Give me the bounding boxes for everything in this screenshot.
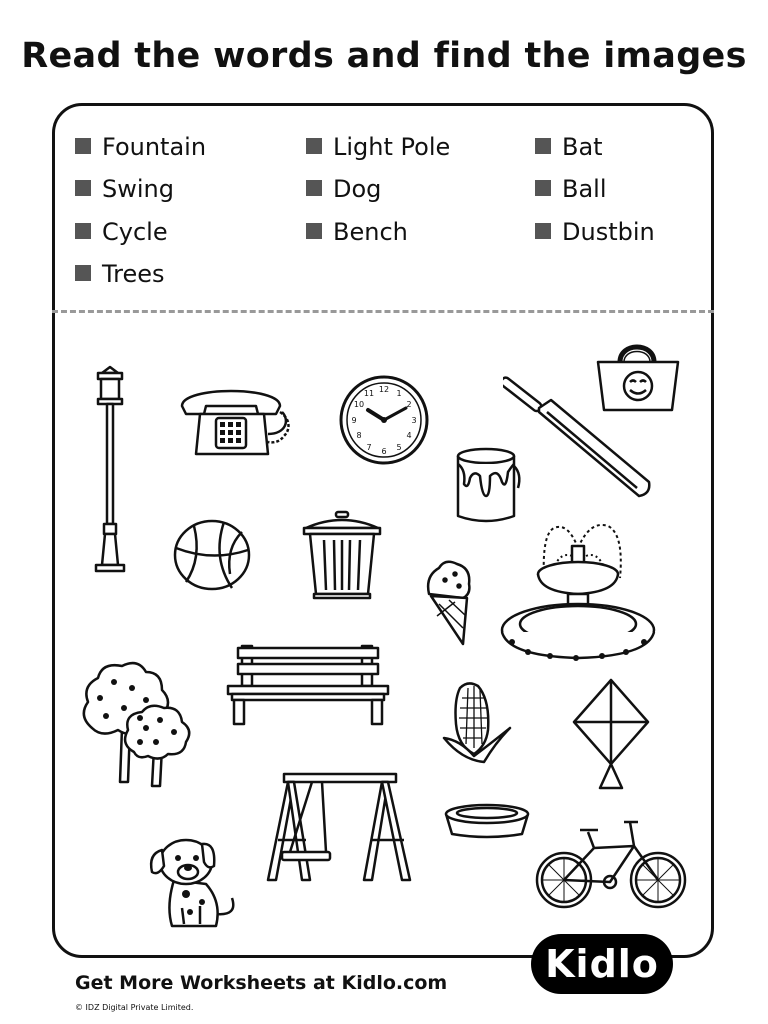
word-item-ball (535, 174, 607, 204)
word-item-bat (535, 132, 603, 162)
fountain-icon (498, 518, 660, 666)
word-label: Light Pole (333, 133, 451, 161)
bench-icon (226, 644, 390, 726)
bullet-square-icon (306, 180, 322, 196)
clock-number: 11 (363, 389, 375, 398)
clock-number: 8 (356, 431, 362, 440)
bag-icon (594, 340, 682, 414)
clock-number: 6 (381, 447, 387, 456)
light-pole-icon (88, 365, 132, 575)
telephone-icon (178, 380, 298, 462)
word-label: Bat (562, 133, 603, 161)
kite-icon (570, 676, 652, 792)
word-item-swing (75, 174, 174, 204)
clock-number: 7 (366, 443, 372, 452)
pet-bowl-icon (442, 800, 532, 840)
footer-text[interactable]: Get More Worksheets at Kidlo.com (75, 972, 448, 994)
word-item-light-pole (306, 132, 450, 162)
bullet-square-icon (535, 223, 551, 239)
word-item-fountain (75, 132, 206, 162)
kidlo-logo[interactable]: Kidlo (531, 934, 673, 994)
page-title: Read the words and find the images (21, 36, 747, 76)
trees-icon (80, 658, 194, 792)
bullet-square-icon (535, 138, 551, 154)
bullet-square-icon (535, 180, 551, 196)
bullet-square-icon (75, 138, 91, 154)
word-item-dog (306, 174, 381, 204)
word-label: Trees (102, 260, 165, 288)
word-label: Dustbin (562, 218, 655, 246)
word-item-dustbin (535, 217, 655, 247)
clock-number: 4 (406, 431, 412, 440)
swing-icon (264, 770, 414, 884)
copyright-text: © IDZ Digital Private Limited. (75, 1003, 194, 1012)
bullet-square-icon (306, 223, 322, 239)
clock-number: 12 (378, 385, 390, 394)
basketball-icon (172, 518, 252, 592)
word-item-cycle (75, 217, 168, 247)
clock-number: 5 (396, 443, 402, 452)
word-label: Swing (102, 175, 174, 203)
clock-number: 10 (353, 400, 365, 409)
paint-bucket-icon (452, 444, 524, 526)
word-item-bench (306, 217, 408, 247)
word-label: Ball (562, 175, 607, 203)
clock-number: 9 (351, 416, 357, 425)
clock-number: 2 (406, 400, 412, 409)
word-item-trees (75, 259, 165, 289)
clock-icon (338, 374, 430, 466)
word-label: Bench (333, 218, 408, 246)
word-label: Cycle (102, 218, 168, 246)
clock-number: 1 (396, 389, 402, 398)
corn-icon (440, 680, 514, 764)
bullet-square-icon (75, 180, 91, 196)
bullet-square-icon (306, 138, 322, 154)
dog-icon (146, 832, 240, 932)
ice-cream-icon (425, 558, 475, 648)
bullet-square-icon (75, 265, 91, 281)
word-label: Dog (333, 175, 382, 203)
dashed-divider (52, 310, 714, 313)
bicycle-icon (534, 816, 688, 912)
clock-number: 3 (411, 416, 417, 425)
bullet-square-icon (75, 223, 91, 239)
dustbin-icon (300, 510, 384, 600)
word-label: Fountain (102, 133, 207, 161)
